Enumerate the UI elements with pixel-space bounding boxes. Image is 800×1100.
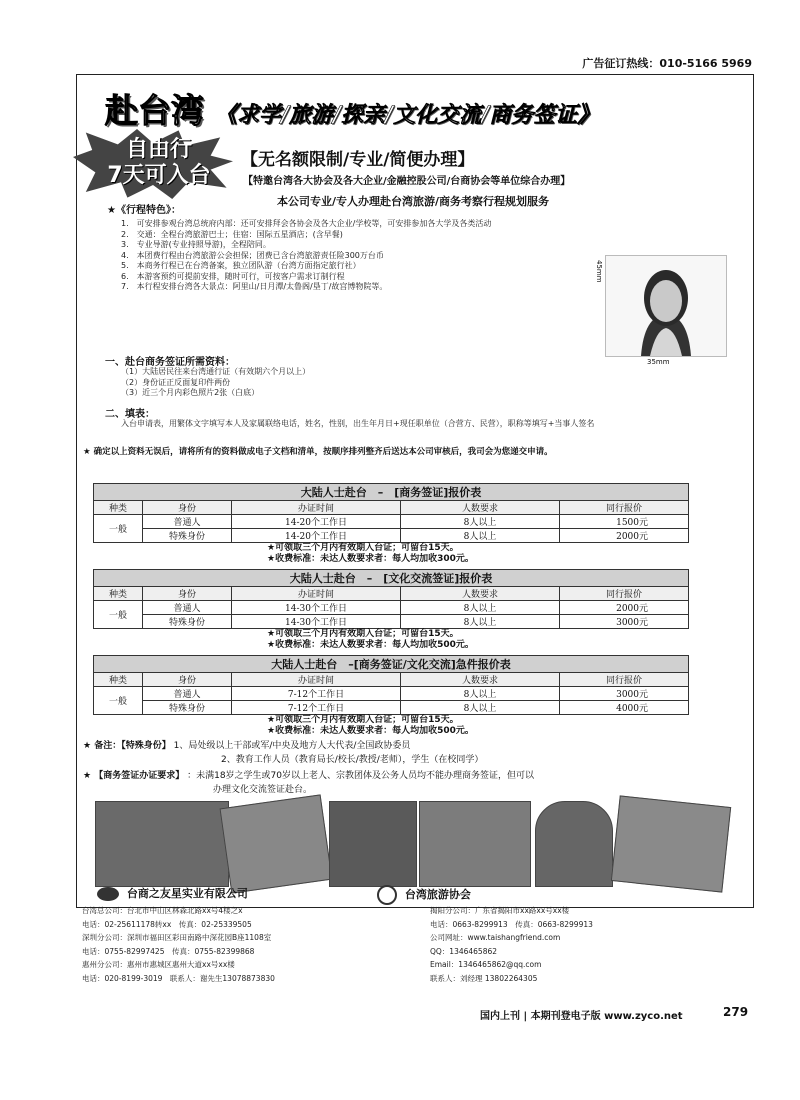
business-requirement: ★ 【商务签证办证要求】 ：未满18岁之学生或70岁以上老人、宗教团体及公务人员均不能办理商务签证，但可以 办理文化交流签证赴台。 [83, 769, 723, 797]
company-name: 台商之友星实业有限公司 [126, 887, 248, 900]
table-notes [267, 715, 474, 737]
contact-line: 台湾总公司：台北市中山区林森北路xx号4楼之x [82, 906, 243, 915]
category-cell: 一般 [94, 601, 143, 629]
col-header: 人数要求 [401, 587, 560, 601]
business-line: 办理文化交流签证赴台。 [213, 785, 313, 795]
fill-heading: 二、填表： [105, 409, 155, 420]
photo-tower [329, 801, 417, 887]
remark-line: 2、教育工作人员（教育局长/校长/教授/老师），学生（在校同学） [221, 755, 484, 765]
photo-building [611, 795, 731, 892]
col-header: 身份 [143, 587, 232, 601]
contact-line: 电话：0755-82997425 传真：0755-82399868 [82, 946, 255, 956]
table-row [94, 529, 689, 543]
table-notes [267, 543, 474, 565]
table-caption: 大陆人士赴台 – [商务签证]报价表 [94, 484, 689, 501]
identity-cell: 普通人 [143, 515, 232, 529]
material-item: （2）身份证正反面复印件两份 [121, 377, 231, 387]
contact-line: 电话：020-8199-3019 联系人：谢先生13078873830 [82, 973, 275, 983]
contact-line: 联系人：刘经理 13802264305 [430, 973, 538, 983]
col-header: 同行报价 [560, 673, 689, 687]
feature-item: 7. 本行程安排台湾各大景点：阿里山/日月潭/太鲁阁/垦丁/故宫博物院等。 [121, 282, 388, 291]
col-header: 同行报价 [560, 501, 689, 515]
feature-item: 6. 本游客预约可提前安排，随时可行，可按客户需求订制行程 [121, 271, 345, 281]
company-logo [97, 885, 248, 901]
col-header: 同行报价 [560, 587, 689, 601]
title-sub: 《求学/旅游/探亲/文化交流/商务签证》 [215, 103, 600, 128]
photo-strip [95, 801, 735, 891]
feature-item: 3. 专业导游(专业持照导游)，全程陪同。 [121, 240, 271, 249]
price-cell: 3000元 [560, 615, 689, 629]
materials-note: ★ 确定以上资料无误后，请将所有的资料做成电子文档和清单，按顺序排列整齐后送达本公司审核后，我司会为您递交申请。 [83, 447, 553, 457]
table-row [94, 701, 689, 715]
count-cell: 8人以上 [401, 601, 560, 615]
remark-label: 备注：【特殊身份】 [94, 741, 171, 751]
time-cell: 14-20个工作日 [232, 529, 401, 543]
feature-item: 5. 本商务行程已在台湾备案，独立团队游（台湾方面指定旅行社） [121, 261, 361, 270]
col-header: 人数要求 [401, 501, 560, 515]
price-cell: 1500元 [560, 515, 689, 529]
table-note: ★可领取三个月内有效期入台证；可留台15天。 [267, 629, 459, 639]
count-cell: 8人以上 [401, 615, 560, 629]
features-list [121, 219, 591, 293]
material-item: （1）大陆居民往来台湾通行证（有效期六个月以上） [121, 367, 311, 376]
table-caption: 大陆人士赴台 –[商务签证/文化交流]急件报价表 [94, 656, 689, 673]
price-table-culture [93, 569, 689, 629]
col-header: 办证时间 [232, 673, 401, 687]
contact-line: 深圳分公司：深圳市福田区彩田南路中深花园B座1108室 [82, 933, 272, 942]
category-cell: 一般 [94, 687, 143, 715]
company-service-line: 本公司专业/专人办理赴台湾旅游/商务考察行程规划服务 [277, 195, 550, 208]
count-cell: 8人以上 [401, 515, 560, 529]
contact-line: 公司网址：www.taishangfriend.com [430, 933, 561, 942]
time-cell: 7-12个工作日 [232, 701, 401, 715]
time-cell: 7-12个工作日 [232, 687, 401, 701]
feature-item: 1. 可安排参观台湾总统府内部：还可安排拜会各协会及各大企业/学校等，可安排参加各大学及各类活动 [121, 219, 492, 228]
col-header: 办证时间 [232, 501, 401, 515]
material-item: （3）近三个月内彩色照片2张（白底） [121, 388, 260, 397]
ad-frame [76, 74, 754, 908]
business-line: ：未满18岁之学生或70岁以上老人、宗教团体及公务人员均不能办理商务签证，但可以 [187, 771, 535, 781]
category-cell: 一般 [94, 515, 143, 543]
contact-line: QQ：1346465862 [430, 946, 498, 956]
time-cell: 14-30个工作日 [232, 601, 401, 615]
burst-text [99, 137, 219, 189]
table-note: ★可领取三个月内有效期入台证；可留台15天。 [267, 543, 459, 553]
special-invite: 【特邀台湾各大协会及各大企业/金融控股公司/台商协会等单位综合办理】 [243, 176, 571, 187]
table-row [94, 687, 689, 701]
title-row [105, 85, 599, 132]
contact-line: 惠州分公司：惠州市惠城区惠州大道xx号xx楼 [82, 960, 235, 969]
identity-cell: 特殊身份 [143, 615, 232, 629]
contacts-right [430, 904, 750, 985]
business-label: 【商务签证办证要求】 [94, 771, 185, 781]
table-note: ★收费标准：未达人数要求者：每人均加收300元。 [267, 554, 474, 564]
count-cell: 8人以上 [401, 529, 560, 543]
contact-line: 电话：0663-8299913 传真：0663-8299913 [430, 919, 593, 929]
table-row [94, 615, 689, 629]
table-notes [267, 629, 474, 651]
portrait-icon [606, 256, 726, 356]
page-number: 279 [723, 1005, 749, 1019]
time-cell: 14-20个工作日 [232, 515, 401, 529]
company-logo-icon [97, 887, 119, 901]
price-cell: 2000元 [560, 529, 689, 543]
id-photo-sample [605, 255, 727, 357]
contact-line: 揭阳分公司：广东省揭阳市xx路xx号xx楼 [430, 906, 570, 915]
fill-instructions: 入台申请表，用繁体文字填写本人及家属联络电话，姓名，性别，出生年月日+现任职单位（合营方、民营），职称等填写+当事人签名 [121, 419, 595, 428]
count-cell: 8人以上 [401, 701, 560, 715]
feature-item: 4. 本团费行程由台湾旅游公会担保；团费已含台湾旅游责任险300万台币 [121, 250, 384, 260]
table-caption: 大陆人士赴台 – [文化交流签证]报价表 [94, 570, 689, 587]
title-main: 赴台湾 [105, 91, 204, 130]
photo-height-label: 45mm [595, 260, 603, 283]
col-header: 身份 [143, 501, 232, 515]
photo-scenery [220, 794, 333, 893]
identity-cell: 特殊身份 [143, 529, 232, 543]
col-header: 身份 [143, 673, 232, 687]
time-cell: 14-30个工作日 [232, 615, 401, 629]
contact-line: 电话：02-25611178转xx 传真：02-25339505 [82, 919, 252, 929]
col-header: 人数要求 [401, 673, 560, 687]
col-header: 种类 [94, 587, 143, 601]
price-cell: 4000元 [560, 701, 689, 715]
identity-cell: 普通人 [143, 687, 232, 701]
photo-delegation [419, 801, 531, 887]
col-header: 办证时间 [232, 587, 401, 601]
col-header: 种类 [94, 673, 143, 687]
feature-item: 2. 交通：全程台湾旅游巴士；住宿：国际五星酒店；(含早餐) [121, 229, 343, 239]
burst-line-2: 7天可入台 [107, 163, 211, 188]
contact-line: Email：1346465862@qq.com [430, 960, 542, 969]
ad-hotline: 广告征订热线：010-5166 5969 [582, 57, 752, 70]
table-row [94, 515, 689, 529]
col-header: 种类 [94, 501, 143, 515]
materials-heading: 一、赴台商务签证所需资料： [105, 357, 235, 368]
features-heading: ★《行程特色》： [107, 205, 181, 216]
table-note: ★可领取三个月内有效期入台证；可留台15天。 [267, 715, 459, 725]
photo-width-label: 35mm [647, 358, 670, 366]
no-quota-banner: 【无名额限制/专业/简便办理】 [241, 150, 475, 170]
count-cell: 8人以上 [401, 687, 560, 701]
price-table-business [93, 483, 689, 543]
table-row [94, 601, 689, 615]
price-cell: 2000元 [560, 601, 689, 615]
photo-sculpture [535, 801, 613, 887]
table-note: ★收费标准：未达人数要求者：每人均加收500元。 [267, 726, 474, 736]
price-table-urgent [93, 655, 689, 715]
photo-meeting [95, 801, 229, 887]
association-logo-icon [377, 885, 397, 905]
price-cell: 3000元 [560, 687, 689, 701]
identity-cell: 普通人 [143, 601, 232, 615]
association-name: 台湾旅游协会 [404, 888, 471, 901]
identity-cell: 特殊身份 [143, 701, 232, 715]
burst-line-1: 自由行 [125, 137, 192, 162]
table-note: ★收费标准：未达人数要求者：每人均加收500元。 [267, 640, 474, 650]
footer-text: 国内上刊 | 本期刊登电子版 www.zyco.net [480, 1011, 683, 1022]
materials-list [121, 367, 581, 399]
remark-line: 1、局处级以上干部或军/中央及地方人大代表/全国政协委员 [173, 741, 411, 751]
association-logo [377, 885, 471, 905]
special-identity-remark: ★ 备注：【特殊身份】 1、局处级以上干部或军/中央及地方人大代表/全国政协委员 2、教育工作人员（教育局长/校长/教授/老师），学生（在校同学） [83, 739, 723, 767]
contacts-left [82, 904, 422, 985]
